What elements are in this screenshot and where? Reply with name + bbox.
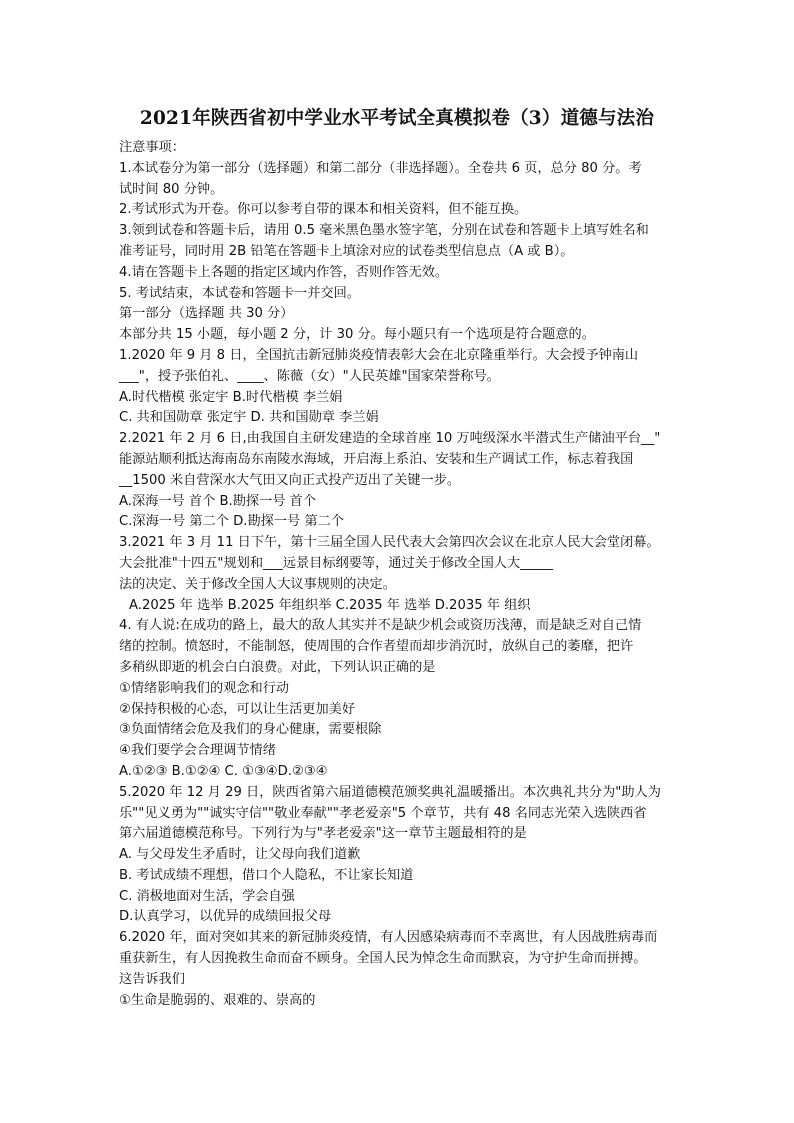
text-line: A.①②③ B.①②④ C. ①③④D.②③④	[119, 763, 328, 779]
text-line: 6.2020 年，面对突如其来的新冠肺炎疫情，有人因感染病毒而不幸离世，有人因战胜病毒而	[119, 930, 658, 946]
text-line: 1.2020 年 9 月 8 日，全国抗击新冠肺炎疫情表彰大会在北京隆重举行。大会授予钟南山	[119, 347, 639, 363]
text-line: B. 考试成绩不理想，借口个人隐私，不让家长知道	[119, 867, 414, 883]
text-line: C. 消极地面对生活，学会自强	[119, 888, 295, 904]
text-line: 试时间 80 分钟。	[119, 181, 224, 197]
text-line: A.2025 年 选举 B.2025 年组织举 C.2035 年 选举 D.2035 年 组织	[129, 597, 531, 613]
text-line: ①生命是脆弱的、艰难的、崇高的	[119, 992, 316, 1008]
text-line: 绪的控制。愤怒时，不能制怒，使周围的合作者望而却步消沉时，放纵自己的萎靡，把许	[119, 639, 634, 655]
text-line: 5.2020 年 12 月 29 日，陕西省第六届道德模范颁奖典礼温暖播出。本次典礼共分为"助人为	[119, 784, 661, 800]
text-line: 2.2021 年 2 月 6 日,由我国自主研发建造的全球首座 10 万吨级深水半潜式生产储油平台__"	[119, 431, 661, 447]
text-line: 多稍纵即逝的机会白白浪费。对此，下列认识正确的是	[119, 659, 436, 675]
text-line: D.认真学习，以优异的成绩回报父母	[119, 909, 332, 925]
text-line: 这告诉我们	[119, 971, 185, 987]
text-line: 法的决定、关于修改全国人大议事规则的决定。	[119, 576, 396, 592]
text-line: 大会批准"十四五"规划和___远景目标纲要等，通过关于修改全国人大_____	[119, 555, 554, 571]
text-line: 5. 考试结束，本试卷和答题卡一并交回。	[119, 285, 360, 301]
text-line: 1.本试卷分为第一部分（选择题）和第二部分（非选择题）。全卷共 6 页，总分 80 分。考	[119, 160, 642, 176]
exam-title: 2021年陕西省初中学业水平考试全真模拟卷（3）道德与法治	[139, 108, 655, 129]
text-line: 第六届道德模范称号。下列行为与"孝老爱亲"这一章节主题最相符的是	[119, 826, 527, 842]
text-line: 4.请在答题卡上各题的指定区域内作答，否则作答无效。	[119, 264, 449, 280]
text-line: __1500 米自营深水大气田又向正式投产迈出了关键一步。	[119, 472, 461, 488]
text-line: C. 共和国勋章 张定宇 D. 共和国勋章 李兰娟	[119, 410, 379, 426]
text-line: ②保持积极的心态，可以让生活更加美好	[119, 701, 356, 717]
text-line: C.深海一号 第二个 D.勘探一号 第二个	[119, 514, 344, 530]
text-line: A.时代楷模 张定宇 B.时代楷模 李兰娟	[119, 389, 343, 405]
text-line: 重获新生，有人因挽救生命而奋不顾身。全国人民为悼念生命而默哀，为守护生命而拼搏。	[119, 951, 647, 967]
text-line: ①情绪影响我们的观念和行动	[119, 680, 290, 696]
exam-body	[119, 138, 679, 1011]
text-line: 本部分共 15 小题，每小题 2 分，计 30 分。每小题只有一个选项是符合题意的。	[119, 327, 595, 343]
text-line: 2.考试形式为开卷。你可以参考自带的课本和相关资料，但不能互换。	[119, 202, 528, 218]
text-line: 3.领到试卷和答题卡后，请用 0.5 毫米黑色墨水签字笔，分别在试卷和答题卡上填写姓名和	[119, 223, 649, 239]
text-line: 4. 有人说:在成功的路上，最大的敌人其实并不是缺少机会或资历浅薄，而是缺乏对自己情	[119, 618, 642, 634]
text-line: 3.2021 年 3 月 11 日下午，第十三届全国人民代表大会第四次会议在北京人民大会堂闭幕。	[119, 535, 660, 551]
text-line: 乐""见义勇为""诚实守信""敬业奉献""孝老爱亲"5 个章节，共有 48 名同志光荣入选陕西省	[119, 805, 647, 821]
text-line: 准考证号，同时用 2B 铅笔在答题卡上填涂对应的试卷类型信息点（A 或 B）。	[119, 243, 574, 259]
text-line: 能源站顺利抵达海南岛东南陵水海域，开启海上系泊、安装和生产调试工作，标志着我国	[119, 451, 634, 467]
text-line: A.深海一号 首个 B.勘探一号 首个	[119, 493, 317, 509]
text-line: 注意事项：	[119, 140, 185, 155]
text-line: ③负面情绪会危及我们的身心健康，需要根除	[119, 722, 382, 738]
text-line: ④我们要学会合理调节情绪	[119, 743, 276, 759]
text-line: A. 与父母发生矛盾时，让父母向我们道歉	[119, 847, 361, 863]
text-line: ___"，授予张伯礼、____、陈薇（女）"人民英雄"国家荣誉称号。	[119, 368, 500, 384]
text-line: 第一部分（选择题 共 30 分）	[119, 306, 294, 322]
